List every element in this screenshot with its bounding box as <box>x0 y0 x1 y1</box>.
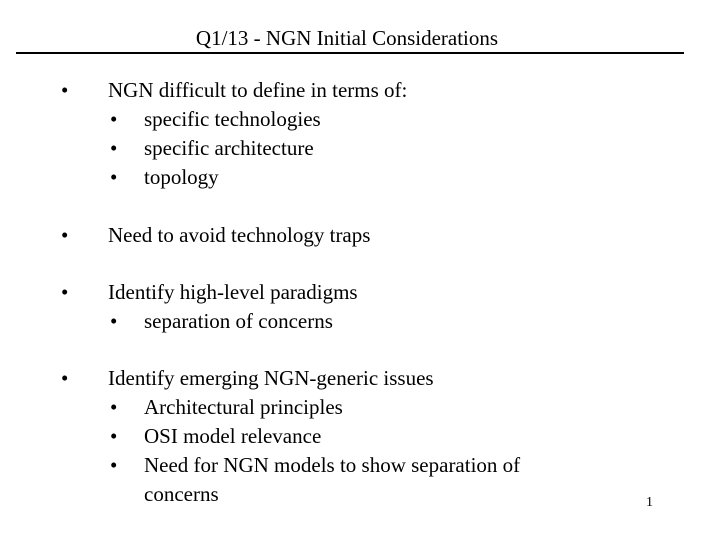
bullet-text: Identify high-level paradigms <box>108 280 358 304</box>
bullet-item-paradigms <box>0 278 720 336</box>
sub-bullet-text: topology <box>144 165 219 189</box>
sub-bullet-marker: • <box>110 309 118 333</box>
sub-bullet-text: separation of concerns <box>144 309 333 333</box>
sub-bullet-marker: • <box>110 165 118 189</box>
bullet-marker: • <box>61 280 69 304</box>
sub-bullet-marker: • <box>110 107 118 131</box>
sub-bullet-text: Need for NGN models to show separation of concerns <box>144 453 521 506</box>
bullet-text: Need to avoid technology traps <box>108 223 371 247</box>
bullet-item-ngn-issues <box>0 364 720 509</box>
sub-bullet-text: specific architecture <box>144 136 314 160</box>
sub-bullet-text: OSI model relevance <box>144 424 322 448</box>
sub-bullet-marker: • <box>110 395 118 419</box>
sub-bullet-text: specific technologies <box>144 107 321 131</box>
bullet-text: NGN difficult to define in terms of: <box>108 78 408 102</box>
sub-bullet-text: Architectural principles <box>144 395 343 419</box>
bullet-text: Identify emerging NGN-generic issues <box>108 366 434 390</box>
bullet-marker: • <box>61 223 69 247</box>
bullet-marker: • <box>61 78 69 102</box>
sub-bullet-marker: • <box>110 424 118 448</box>
sub-bullet-marker: • <box>110 453 118 477</box>
sub-bullet-marker: • <box>110 136 118 160</box>
bullet-item-technology-traps <box>0 221 720 250</box>
bullet-marker: • <box>61 366 69 390</box>
bullet-item-ngn-definition <box>0 76 720 192</box>
slide-title: Q1/13 - NGN Initial Considerations <box>195 26 499 50</box>
page-number: 1 <box>646 495 653 510</box>
